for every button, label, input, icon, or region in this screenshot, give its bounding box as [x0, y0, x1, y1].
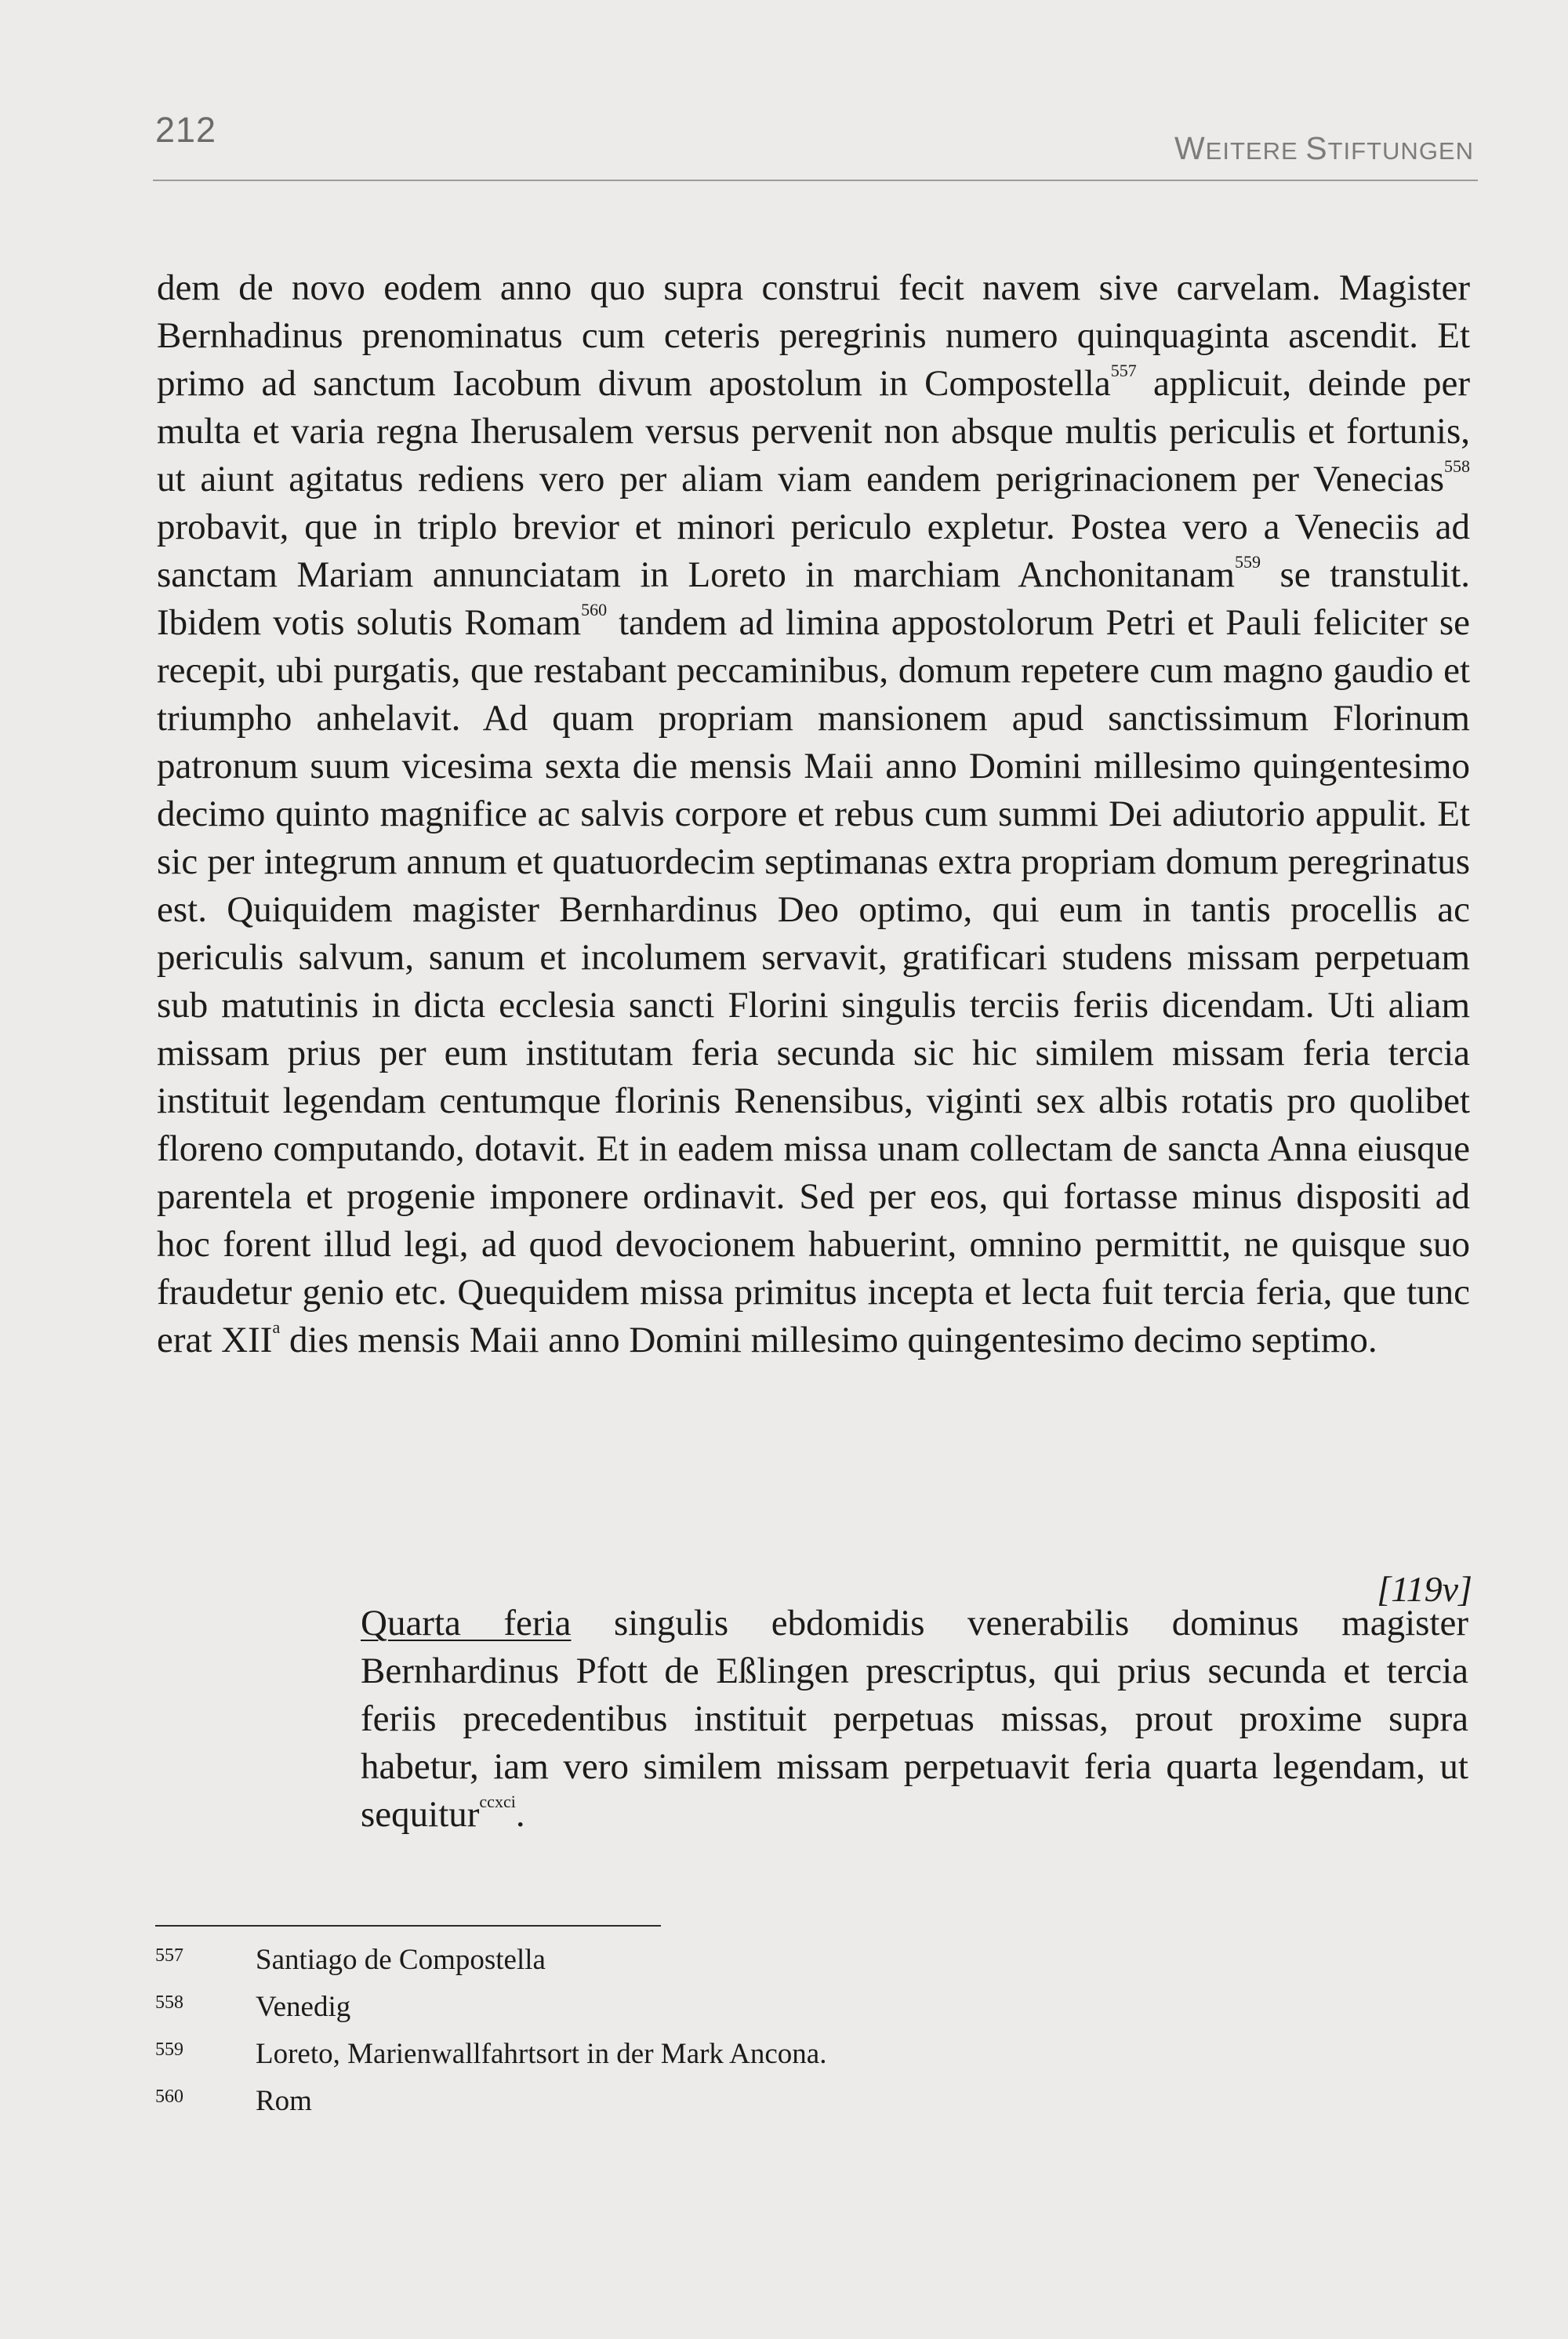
footnote-text: Rom	[256, 2085, 312, 2117]
text-segment: applicuit, deinde per multa et varia regna Iherusalem versus pervenit non absque multis periculis et fortunis, ut aiunt agitatus rediens vero per aliam viam eandem perigrinacionem per Venecias	[157, 363, 1470, 499]
text-segment: dies mensis Maii anno Domini millesimo quingentesimo decimo septimo.	[280, 1320, 1377, 1360]
text-segment: tandem ad limina appostolorum Petri et Pauli feliciter se recepit, ubi purgatis, que restabant peccaminibus, domum repetere cum magno gaudio et triumpho anhelavit. Ad quam propriam mansionem apud sanctissimum Florinum patronum suum vicesima sexta die mensis Maii anno Domini millesimo quingentesimo decimo quinto magnifice ac salvis corpore et rebus cum summi Dei adiutorio appulit. Et sic per integrum annum et quatuordecim septimanas extra propriam domum peregrinatus est. Quiquidem magister Bernhardinus Deo optimo, qui eum in tantis procellis ac periculis salvum, sanum et incolumem servavit, gratificari studens missam perpetuam sub matutinis in dicta ecclesia sancti Florini singulis terciis feriis dicendam. Uti aliam missam prius per eum institutam feria secunda sic hic similem missam feria tercia instituit legendam centumque florinis Renensibus, viginti sex albis rotatis pro quolibet floreno computando, dotavit. Et in eadem missa unam collectam de sancta Anna eiusque parentela et progenie imponere ordinavit. Sed per eos, qui fortasse minus dispositi ad hoc forent illud legi, ad quod devocionem habuerint, omnino permittit, ne quisque suo fraudetur genio etc. Quequidem missa primitus incepta et lecta fuit tercia feria, que tunc erat XII	[157, 602, 1470, 1360]
footnote-ref[interactable]: 560	[581, 600, 608, 619]
footnote-text: Venedig	[256, 1991, 351, 2023]
note-ref[interactable]: ccxci	[479, 1792, 516, 1811]
footnote-rule	[155, 1925, 661, 1927]
footnote-ref[interactable]: 559	[1234, 552, 1261, 572]
footnote-item	[155, 1990, 1174, 2037]
text-segment: probavit, que in triplo brevior et minori periculo expletur. Postea vero a Veneciis ad sanctam Mariam annunciatam in Loreto in marchiam Anchonitanam	[157, 507, 1470, 595]
footnote-ref[interactable]: 558	[1444, 456, 1470, 476]
header-rule	[153, 180, 1478, 181]
text-segment: .	[515, 1794, 525, 1835]
superscript-a: a	[272, 1317, 281, 1337]
running-head	[1174, 130, 1474, 167]
page-number: 212	[155, 110, 217, 150]
running-head-initial: W	[1174, 130, 1206, 166]
text-segment: se transtulit. Ibidem votis solutis Romam	[157, 554, 1471, 643]
footnote-item	[155, 1943, 1174, 1990]
footnote-ref[interactable]: 557	[1110, 361, 1137, 380]
folio-marker: [119v]	[1377, 1569, 1472, 1609]
footnote-number: 558	[155, 1992, 183, 2013]
text-segment: dem de novo eodem anno quo supra construi fecit navem sive carvelam. Magister Bernhadinus prenominatus cum ceteris peregrinis numero quinquaginta ascendit. Et primo ad sanctum Iacobum divum apostolum in Compostella	[157, 267, 1470, 404]
footnote-item	[155, 2037, 1174, 2084]
running-head-initial: S	[1305, 130, 1328, 166]
footnote-text: Santiago de Compostella	[256, 1944, 546, 1976]
footnote-number: 559	[155, 2039, 183, 2060]
footnotes	[155, 1943, 1174, 2131]
section-paragraph	[361, 1600, 1468, 1839]
section-heading: Quarta feria	[361, 1603, 572, 1643]
footnote-number: 560	[155, 2087, 183, 2107]
footnote-number: 557	[155, 1945, 183, 1966]
running-head-word: EITERE	[1205, 137, 1298, 165]
text-segment: singulis ebdomidis venerabilis dominus magister Bernhardinus Pfott de Eßlingen prescriptus, qui prius secunda et tercia feriis precedentibus instituit perpetuas missas, prout proxime supra habetur, iam vero similem missam perpetuavit feria quarta legendam, ut sequitur	[361, 1603, 1468, 1835]
footnote-text: Loreto, Marienwallfahrtsort in der Mark Ancona.	[256, 2038, 827, 2070]
footnote-item	[155, 2084, 1174, 2131]
main-paragraph	[157, 264, 1470, 1364]
running-head-word: TIFTUNGEN	[1327, 137, 1474, 165]
